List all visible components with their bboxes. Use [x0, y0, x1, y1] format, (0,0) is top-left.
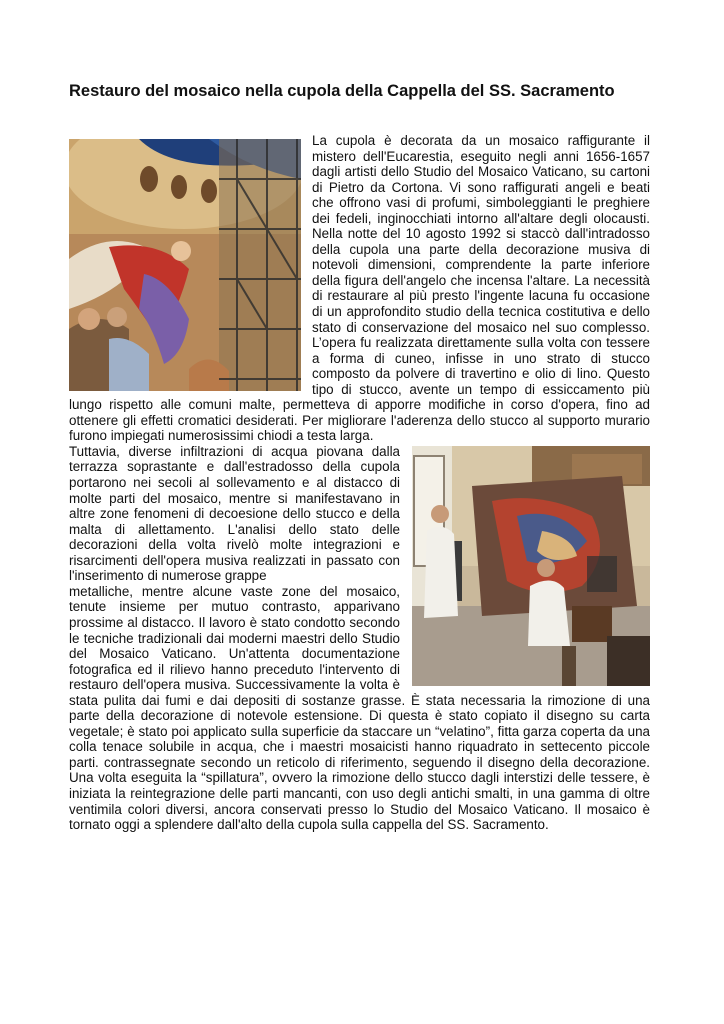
article-body — [69, 133, 650, 833]
page-title: Restauro del mosaico nella cupola della Cappella del SS. Sacramento — [69, 82, 615, 100]
dome-mosaic-image — [69, 139, 301, 391]
paragraph-2: Tuttavia, diverse infiltrazioni di acqua piovana dalla terrazza soprastante e dall'estradosso della cupola portarono nei secoli al sollevamento e al distacco di molte parti del mosaico, mentre si manifestavano in altre zone fenomeni di decoesione dello stucco e della malta di allettamento. L'analisi dello stato delle decorazioni della volta rivelò molte integrazioni e risarcimenti dell'opera musiva realizzati in passato con l'inserimento di numerose grappe — [69, 443, 400, 584]
restoration-workshop-photo — [412, 446, 650, 686]
paragraph-1: La cupola è decorata da un mosaico raffigurante il mistero dell'Eucarestia, eseguito negli anni 1656-1657 dagli artisti dello Studio del Mosaico Vaticano, su cartoni di Pietro da Cortona. Vi sono raffigurati angeli e beati che offrono vasi di profumi, simboleggianti le preghiere dei fedeli, inginocchiati intorno all'altare degli olocausti. Nella notte del 10 agosto 1992 si staccò dall'intradosso della cupola una parte della decorazione musiva di notevoli dimensioni, comprendente la parte inferiore della figura dell'angelo che incensa l'altare. La necessità di restaurare al più presto l'ingente lacuna fu occasione di un approfondito studio della tecnica costitutiva e dello stato di conservazione del mosaico nel suo complesso. L’opera fu realizzata direttamente sulla volta con tessere a forma di cuneo, infisse in uno strato di stucco composto da polvere di travertino e olio di lino. Questo tipo di stucco, avente un tempo di essiccamento più lungo rispetto alle comuni malte, permetteva di apporre modifiche in corso d'opera, fino ad ottenere gli effetti cromatici desiderati. Per migliorare l'aderenza dello stucco al supporto murario furono impiegati numerosissimi chiodi a testa larga. — [69, 133, 650, 444]
paragraph-3: metalliche, mentre alcune vaste zone del mosaico, tenute insieme per mutuo contrasto, apparivano prossime al distacco. Il lavoro è stato condotto secondo le tecniche tradizionali dai moderni maestri dello Studio del Mosaico Vaticano. Un'attenta documentazione fotografica ed il rilievo hanno preceduto l'intervento di restauro dell'opera musiva. Successivamente la volta è stata pulita dai fumi e dai depositi di sostanze grasse. È stata necessaria la rimozione di una parte della decorazione di notevole estensione. Di questa è stato copiato il disegno su carta vegetale; è stato poi applicato sulla superficie da staccare un “velatino”, fitta garza coperta da una colla tenace solubile in acqua, che i maestri mosaicisti hanno riquadrato in settecento piccole parti. contrassegnate secondo un reticolo di riferimento, seguendo il disegno della decorazione. Una volta eseguita la “spillatura”, ovvero la rimozione dello stucco dagli interstizi delle tessere, è iniziata la reintegrazione delle parti mancanti, con uso degli antichi smalti, in una gamma di oltre ventimila colori diversi, ancora conservati presso lo Studio del Mosaico Vaticano. Il mosaico è tornato oggi a splendere dall'alto della cupola sulla cappella del SS. Sacramento. — [69, 583, 650, 833]
workshop-image — [412, 446, 650, 686]
dome-mosaic-photo — [69, 139, 301, 391]
